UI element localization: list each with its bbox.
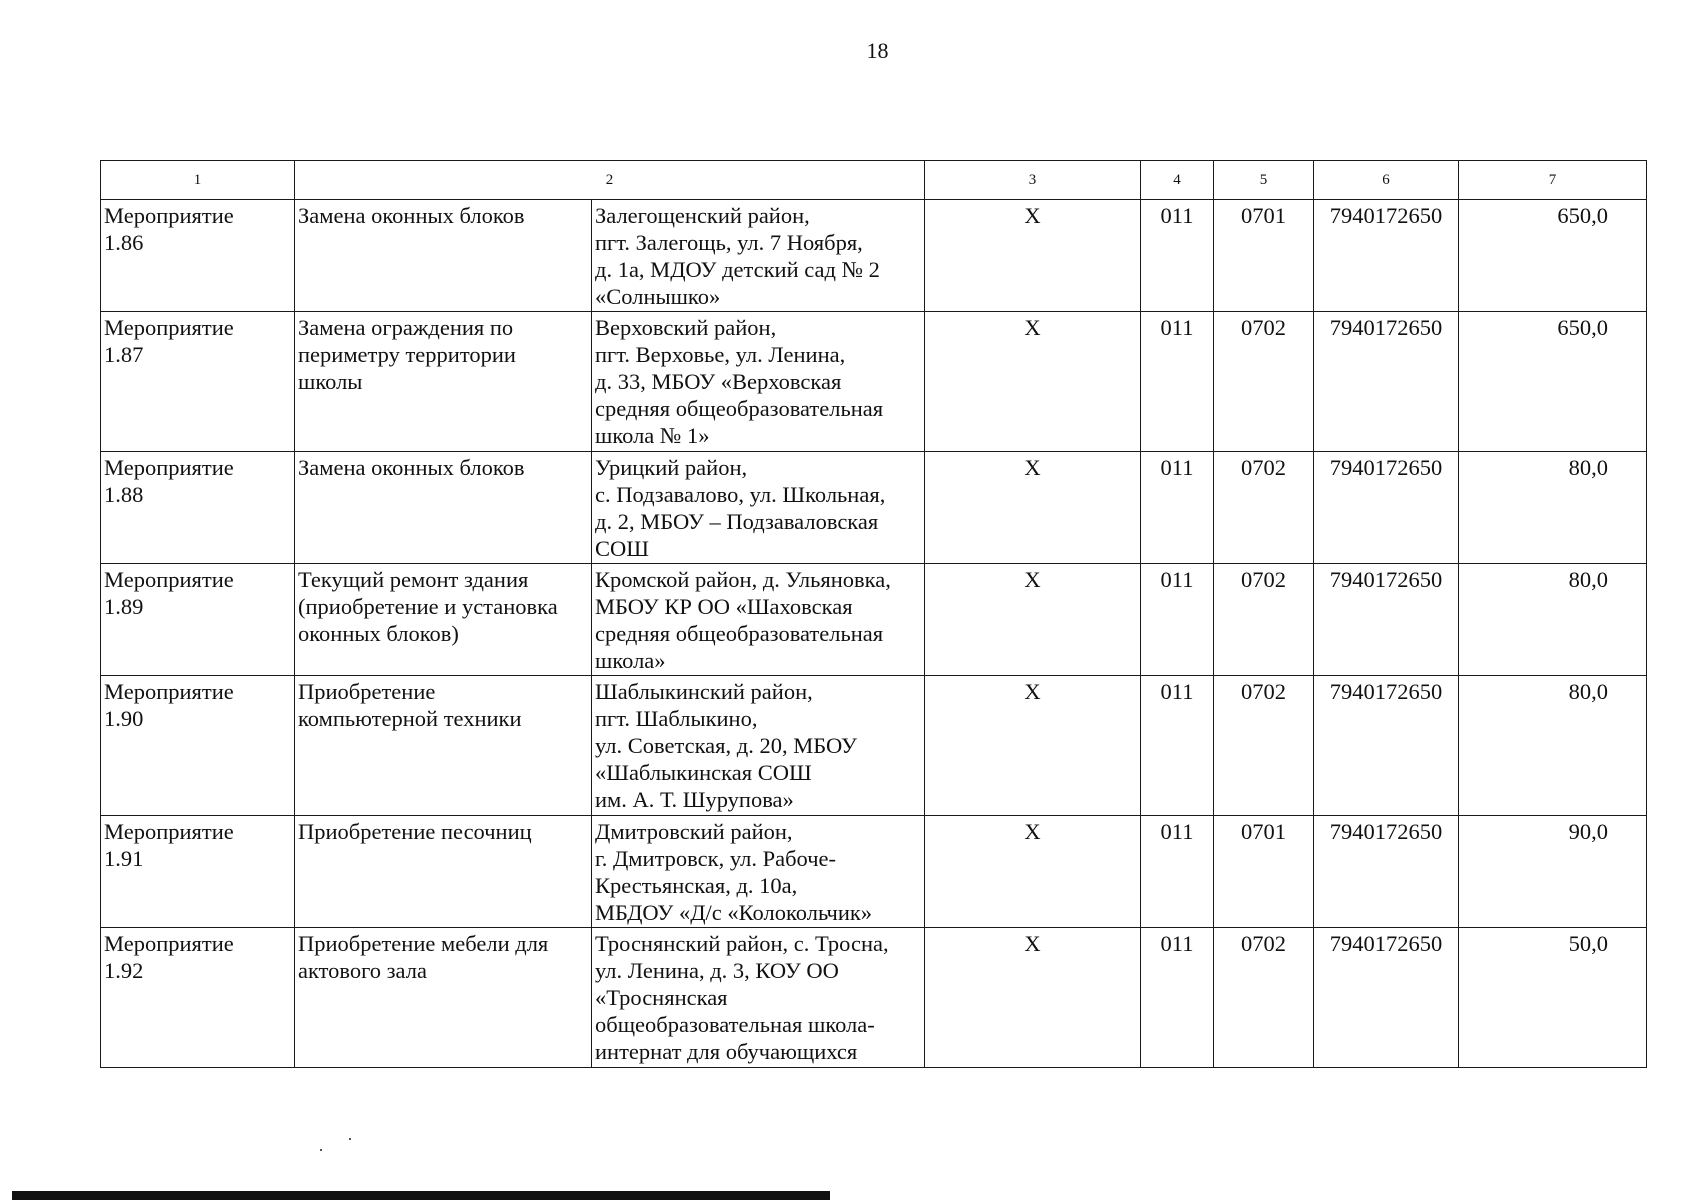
col4-cell: 011 [1141, 200, 1214, 312]
col4-cell: 011 [1141, 928, 1214, 1068]
col3-cell: X [925, 928, 1141, 1068]
event-cell: Мероприятие 1.86 [101, 200, 295, 312]
header-col-7: 7 [1459, 161, 1647, 200]
col7-cell: 650,0 [1459, 312, 1647, 452]
address-cell: Урицкий район, с. Подзавалово, ул. Школьная, д. 2, МБОУ – Подзаваловская СОШ [592, 452, 925, 564]
col5-cell: 0702 [1214, 452, 1314, 564]
col5-cell: 0702 [1214, 676, 1314, 816]
header-col-1: 1 [101, 161, 295, 200]
header-row [101, 161, 1647, 200]
scan-speck [320, 1149, 322, 1151]
col6-cell: 7940172650 [1314, 312, 1459, 452]
table-row [101, 452, 1647, 564]
event-cell: Мероприятие 1.89 [101, 564, 295, 676]
work-cell: Текущий ремонт здания (приобретение и установка оконных блоков) [295, 564, 592, 676]
address-cell: Верховский район, пгт. Верховье, ул. Ленина, д. 33, МБОУ «Верховская средняя общеобразовательная школа № 1» [592, 312, 925, 452]
col6-cell: 7940172650 [1314, 200, 1459, 312]
work-cell: Приобретение мебели для актового зала [295, 928, 592, 1068]
col7-cell: 90,0 [1459, 816, 1647, 928]
col7-cell: 650,0 [1459, 200, 1647, 312]
header-col-3: 3 [925, 161, 1141, 200]
col6-cell: 7940172650 [1314, 928, 1459, 1068]
event-cell: Мероприятие 1.92 [101, 928, 295, 1068]
address-cell: Шаблыкинский район, пгт. Шаблыкино, ул. Советская, д. 20, МБОУ «Шаблыкинская СОШ им. А. Т. Шурупова» [592, 676, 925, 816]
col4-cell: 011 [1141, 676, 1214, 816]
address-cell: Кромской район, д. Ульяновка, МБОУ КР ОО «Шаховская средняя общеобразовательная школа» [592, 564, 925, 676]
col3-cell: X [925, 452, 1141, 564]
address-cell: Дмитровский район, г. Дмитровск, ул. Рабоче- Крестьянская, д. 10а, МБДОУ «Д/с «Колокольчик» [592, 816, 925, 928]
col5-cell: 0701 [1214, 816, 1314, 928]
header-col-4: 4 [1141, 161, 1214, 200]
col3-cell: X [925, 564, 1141, 676]
col6-cell: 7940172650 [1314, 452, 1459, 564]
event-cell: Мероприятие 1.91 [101, 816, 295, 928]
col7-cell: 80,0 [1459, 452, 1647, 564]
work-cell: Приобретение песочниц [295, 816, 592, 928]
bottom-rule [12, 1191, 830, 1200]
header-col-2: 2 [295, 161, 925, 200]
col3-cell: X [925, 676, 1141, 816]
event-cell: Мероприятие 1.87 [101, 312, 295, 452]
work-cell: Приобретение компьютерной техники [295, 676, 592, 816]
work-cell: Замена оконных блоков [295, 200, 592, 312]
col5-cell: 0702 [1214, 564, 1314, 676]
col3-cell: X [925, 816, 1141, 928]
table-row [101, 200, 1647, 312]
table-row [101, 928, 1647, 1068]
col7-cell: 80,0 [1459, 564, 1647, 676]
col4-cell: 011 [1141, 816, 1214, 928]
event-cell: Мероприятие 1.88 [101, 452, 295, 564]
header-col-5: 5 [1214, 161, 1314, 200]
col4-cell: 011 [1141, 312, 1214, 452]
address-cell: Залегощенский район, пгт. Залегощь, ул. 7 Ноября, д. 1а, МДОУ детский сад № 2 «Солнышко» [592, 200, 925, 312]
work-cell: Замена ограждения по периметру территории школы [295, 312, 592, 452]
col7-cell: 80,0 [1459, 676, 1647, 816]
scan-speck [349, 1138, 351, 1140]
table-row [101, 676, 1647, 816]
col3-cell: X [925, 312, 1141, 452]
col5-cell: 0701 [1214, 200, 1314, 312]
col7-cell: 50,0 [1459, 928, 1647, 1068]
col6-cell: 7940172650 [1314, 816, 1459, 928]
col6-cell: 7940172650 [1314, 564, 1459, 676]
col4-cell: 011 [1141, 452, 1214, 564]
col4-cell: 011 [1141, 564, 1214, 676]
event-cell: Мероприятие 1.90 [101, 676, 295, 816]
table-row [101, 564, 1647, 676]
table-row [101, 816, 1647, 928]
col6-cell: 7940172650 [1314, 676, 1459, 816]
col5-cell: 0702 [1214, 312, 1314, 452]
budget-table [100, 160, 1647, 1068]
work-cell: Замена оконных блоков [295, 452, 592, 564]
page-number: 18 [866, 38, 889, 63]
col3-cell: X [925, 200, 1141, 312]
table-row [101, 312, 1647, 452]
header-col-6: 6 [1314, 161, 1459, 200]
col5-cell: 0702 [1214, 928, 1314, 1068]
address-cell: Троснянский район, с. Тросна, ул. Ленина, д. 3, КОУ ОО «Троснянская общеобразовательная школа- интернат для обучающихся [592, 928, 925, 1068]
